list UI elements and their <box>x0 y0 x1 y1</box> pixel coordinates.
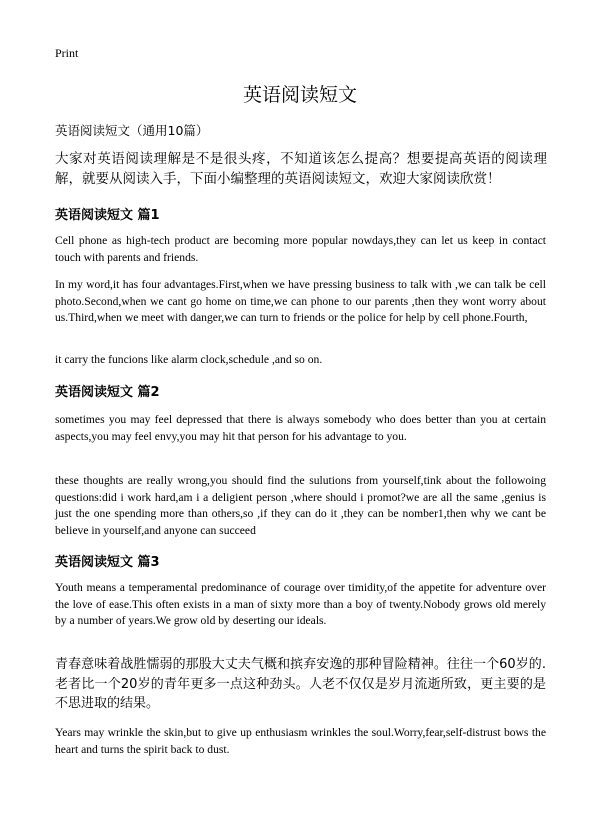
section-1-paragraph-3: it carry the funcions like alarm clock,schedule ,and so on. <box>55 353 323 366</box>
section-1-paragraph-2: In my word,it has four advantages.First,when we have pressing business to talk with ,we can talk be cell photo.Second,when we cant go home on time,we can phone to our parents ,then they wont worry about us.Third,when we meet with danger,we can turn to friends or the police for help by cell phone.Fourth, <box>55 278 546 324</box>
section-2-paragraph-1: sometimes you may feel depressed that there is always somebody who does better than you at certain aspects,you may feel envy,you may hit that person for his advantage to you. <box>55 413 546 443</box>
section-3-paragraph-2: 青春意味着战胜懦弱的那股大丈夫气概和摈弃安逸的那种冒险精神。往往一个60岁的.老者比一个20岁的青年更多一点这种劲头。人老不仅仅是岁月流逝所致，更主要的是不思进取的结果。 <box>55 657 546 711</box>
intro-paragraph: 大家对英语阅读理解是不是很头疼，不知道该怎么提高？想要提高英语的阅读理解，就要从阅读入手，下面小编整理的英语阅读短文，欢迎大家阅读欣赏！ <box>55 151 547 187</box>
section-heading-1: 英语阅读短文 篇1 <box>55 208 160 223</box>
document-subtitle: 英语阅读短文（通用10篇） <box>55 123 209 138</box>
print-link[interactable]: Print <box>55 46 79 60</box>
section-heading-2: 英语阅读短文 篇2 <box>55 385 160 400</box>
section-heading-3: 英语阅读短文 篇3 <box>55 555 160 570</box>
section-3-paragraph-1: Youth means a temperamental predominance of courage over timidity,of the appetite for adventure over the love of ease.This often exists in a man of sixty more than a boy of twenty.Nobody grows old merely by a number of years.We grow old by deserting our ideals. <box>55 581 546 627</box>
section-2-paragraph-2: these thoughts are really wrong,you should find the sulutions from yourself,tink about the followoing questions:did i work hard,am i a deligient person ,where should i promot?we are all the same ,genius is just the one spending more than others,so ,if they can do it ,they can be nomber1,then why we cant be believe in yourself,and anyone can succeed <box>55 474 546 537</box>
page-title: 英语阅读短文 <box>242 84 357 106</box>
section-3-paragraph-3: Years may wrinkle the skin,but to give up enthusiasm wrinkles the soul.Worry,fear,self-distrust bows the heart and turns the spirit back to dust. <box>55 726 546 756</box>
section-1-paragraph-1: Cell phone as high-tech product are becoming more popular nowdays,they can let us keep in contact touch with parents and friends. <box>55 234 546 264</box>
